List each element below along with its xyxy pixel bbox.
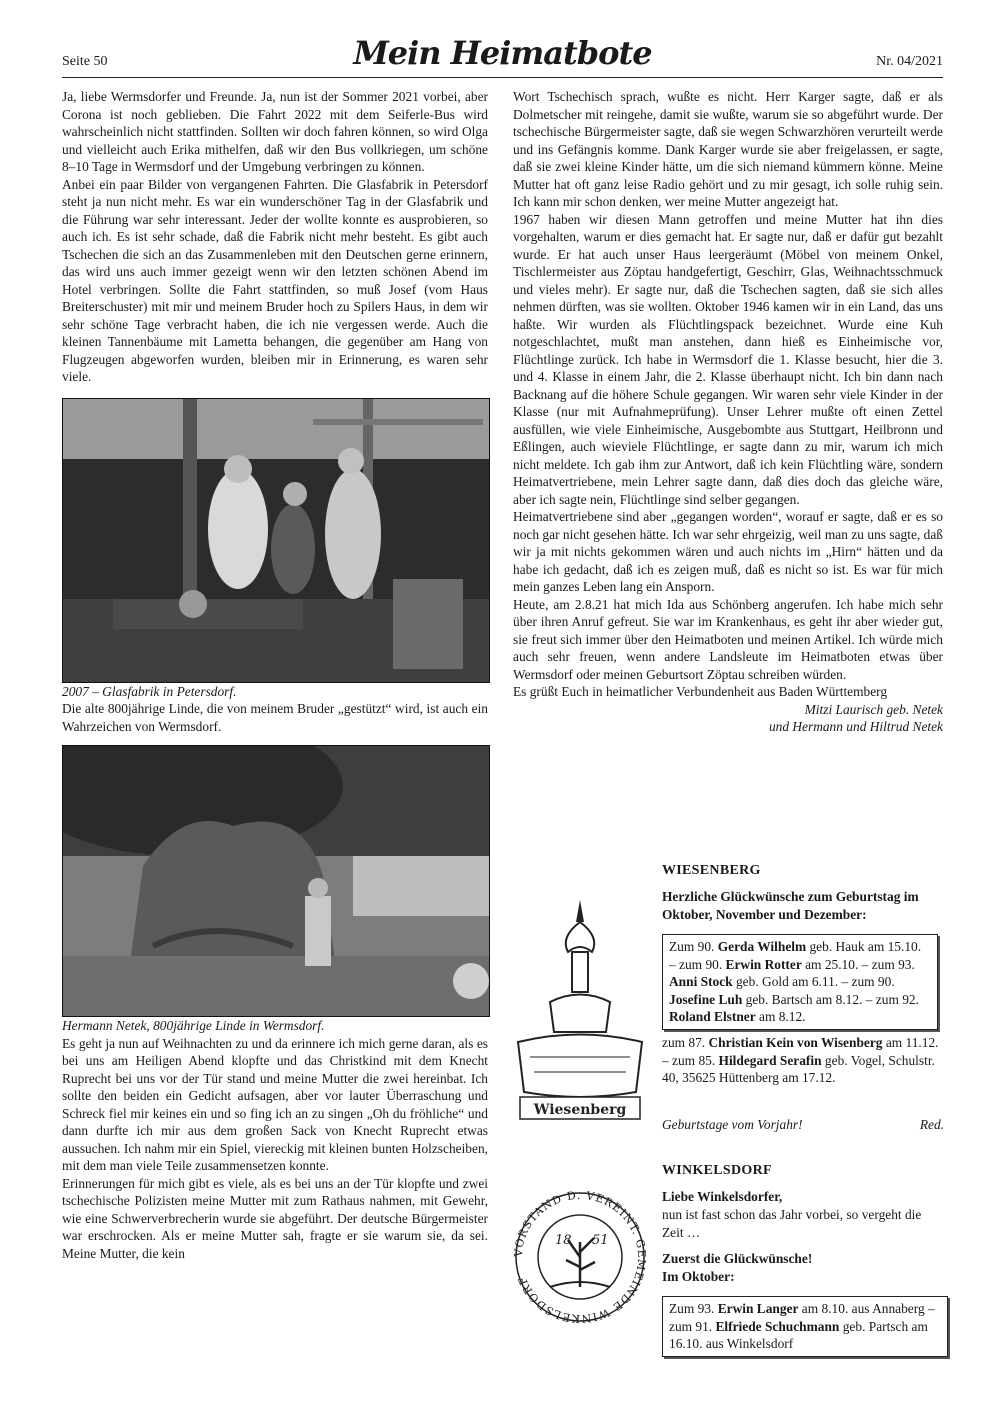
section-subheading: Zuerst die Glückwünsche! <box>662 1251 813 1266</box>
paragraph: Anbei ein paar Bilder von vergangenen Fahrten. Die Glasfabrik in Petersdorf steht ja nun nicht mehr. Es war ein wunderschöner Tag in der Glasfabrik und die Führung war sehr interessant. Jeder der wollte konnte es ausprobieren, so auch ich. Es ist sehr schade, daß die Fabrik nicht mehr besteht. Es gibt auch Tschechen die sich an das Zusammenleben mit den Deutschen gerne erinnern, das wird uns auch immer gezeigt wenn wir den letzten schönen Abend im Hotel verbringen. Sollte die Fahrt stattfinden, so muß Josef (vom Haus Breiterschuster) mit mir und meinem Bruder hoch zu Spilers Haus, in dem wir sehr schöne Tage verbracht haben, die ich nie vergessen werde. Auch die kleinen Tannenbäume mit Lametta behangen, die gegenüber am Hang von Flugzeugen abgeworfen wurden, bleiben mir in Erinnerung, es waren sehr viele. <box>62 176 488 384</box>
birthday-text: geb. Gold am 6.11. – zum 90. <box>732 974 895 989</box>
section-intro: nun ist fast schon das Jahr vorbei, so vergeht die Zeit … <box>662 1207 922 1240</box>
masthead-title: Mein Heimatbote <box>353 34 652 72</box>
person-name: Roland Elstner <box>669 1009 756 1024</box>
section-subheading: Im Oktober: <box>662 1269 735 1284</box>
paragraph: Ja, liebe Wermsdorfer und Freunde. Ja, nun ist der Sommer 2021 vorbei, aber Corona ist noch geblieben. Die Fahrt 2022 mit dem Seiferle-Bus wird wahrscheinlich nicht stattfinden. Sollten wir doch fahren können, so wird Olga und vielleicht auch Erika mithelfen, daß wir den Bus vollkriegen, um schöne 8–10 Tage in Wermsdorf und der Umgebung verbringen zu können. <box>62 89 488 174</box>
paragraph: Die alte 800jährige Linde, die von meinem Bruder „gestützt“ wird, ist auch ein Wahrzeichen von Wermsdorf. <box>62 701 488 734</box>
closing-greeting: Es grüßt Euch in heimatlicher Verbundenheit aus Baden Württemberg <box>513 684 888 699</box>
birthday-text: am 25.10. – zum 93. <box>801 956 915 972</box>
photo-caption: Hermann Netek, 800jährige Linde in Wermsdorf. <box>62 1018 325 1033</box>
left-column <box>62 88 488 1262</box>
note-signature: Red. <box>919 1117 944 1132</box>
photo-linde <box>62 745 490 1017</box>
section-note <box>662 1116 944 1134</box>
section-subtitle: Herzliche Glückwünsche zum Geburtstag im Oktober, November und Dezember: <box>662 889 919 922</box>
person-name: Erwin Langer <box>717 1301 799 1316</box>
linden-tree-image <box>63 746 489 1016</box>
signature-line: und Hermann und Hiltrud Netek <box>768 719 943 734</box>
header-rule <box>62 77 943 78</box>
winkelsdorf-seal <box>510 1182 650 1332</box>
birthday-text: zum 87. <box>662 1035 709 1050</box>
seal-year-right: 51 <box>592 1233 609 1248</box>
paragraph: Heute, am 2.8.21 hat mich Ida aus Schönberg angerufen. Ich habe mich sehr über ihren Anruf gefreut. Sie war im Krankenhaus, es geht ihr aber wieder gut, sie freut sich immer über den Heimatboten und meinen Artikel. Ich würde mich auch sehr freuen, wenn andere Landsleute im Heimatboten etwas über Wermsdorf oder meinen Geburtsort Zöptau schreiben würden. <box>513 596 943 682</box>
birthday-text: Zum 93. <box>669 1301 718 1316</box>
birthday-text: am 11.12. – zum 85. <box>662 1035 939 1068</box>
birthday-text: geb. Partsch am 16.10. aus Winkelsdorf <box>669 1318 928 1351</box>
birthday-box <box>662 934 938 1030</box>
section-title: WIESENBERG <box>662 863 761 878</box>
birthday-text: geb. Hauk am 15.10. – zum 90. <box>669 939 922 972</box>
seal-year-left: 18 <box>555 1233 572 1248</box>
person-name: Erwin Rotter <box>725 956 802 972</box>
signature-line: Mitzi Laurisch geb. Netek <box>804 701 943 717</box>
birthday-text: geb. Bartsch am 8.12. – zum 92. <box>742 991 919 1007</box>
birthday-text: am 8.12. <box>755 1009 806 1024</box>
page-number: Seite 50 <box>62 54 108 69</box>
person-name: Elfriede Schuchmann <box>715 1318 840 1334</box>
section-winkelsdorf <box>510 1162 943 1362</box>
section-wiesenberg <box>510 862 943 1137</box>
paragraph: Wort Tschechisch sprach, wußte es nicht. Herr Karger sagte, daß er als Dolmetscher mit reingehe, damit sie wußte, warum sie so abgeführt wurde. Der tschechische Bürgermeister sagte, daß sie wegen Schwarzhören verurteilt werde und ins Gefängnis komme. Dank Karger wurde sie aber freigelassen, er sagte, daß sie zwei kleine Kinder hätte, um die sich niemand kümmern könne. Meine Mutter hat oft ganz leise Radio gehört und zu mir gesagt, ich solle ruhig sein. Ich kann mir schon denken, wer meine Mutter angezeigt hat. <box>513 89 943 209</box>
photo-glasfabrik <box>62 398 490 683</box>
right-column <box>513 88 943 736</box>
birthday-text: Zum 90. <box>669 939 718 954</box>
birthday-box <box>662 1296 948 1357</box>
person-name: Gerda Wilhelm <box>717 939 807 954</box>
person-name: Anni Stock <box>669 974 733 989</box>
page-header <box>62 34 943 78</box>
paragraph: 1967 haben wir diesen Mann getroffen und meine Mutter hat ihn dies vorgehalten, warum er dies gemacht hat. Er sagte nur, daß er dafür gut bezahlt wurde. Er hat auch unser Haus leergeräumt (Möbel von meinem Onkel, Tischlermeister aus Zöptau handgefertigt, Geschirr, Glas, Weihnachtsschmuck und vieles mehr). Er sagte nur, daß die Tschechen sagten, daß sie sich alles nehmen dürften, was sie wollten. Oktober 1946 kamen wir in ein Land, das uns haßte. Wir wurden als Flüchtlingspack bezeichnet. Wurde eine Kuh notgeschlachtet, mußt man anstehen, dann hieß es Einheimische vor, Flüchtlinge zurück. Ich habe in Wermsdorf die 1. Klasse besucht, hier die 3. und 4. Klasse in einem Jahr, die 2. Klasse überhaupt nicht. Ich bin dann nach Backnang auf die höhere Schule gegangen. Wir waren sehr viele Kinder in der Klasse (nur mit Aufnahmeprüfung). Unser Lehrer mußte oft einen Zettel ausfüllen, wie viele Einheimische, Ausgebombte aus Stuttgart, Heilbronn und Eßlingen, auch wieviele Flüchtlinge, er sagte dann zu mir, warum ich mich nicht meldete. Ich gab ihm zur Antwort, daß ich kein Flüchtling wäre, sondern Heimatvertriebene, mein Lehrer sagte dann, daß dies doch das gleiche wäre, aber ich sagte nein, Flüchtlinge sind selber gegangen. <box>513 211 943 507</box>
person-name: Hildegard Serafin <box>718 1052 822 1068</box>
seal-icon <box>510 1182 650 1332</box>
birthday-list <box>662 1034 944 1087</box>
birthday-text: am 8.10. aus Annaberg – zum 91. <box>669 1301 935 1334</box>
paragraph: Erinnerungen für mich gibt es viele, als es bei uns an der Tür klopfte und zwei tschechische Polizisten meine Mutter mit zum Rathaus nahmen, mit Gewehr, wie eine Schwerverbrecherin wurde sie abgeführt. Der deutsche Bürgermeister war erschrocken. Als er meine Mutter sah, fragte er sie warum sie, da sei. Meine Mutter, die kein <box>62 1175 488 1261</box>
paragraph: Heimatvertriebene sind aber „gegangen worden“, worauf er sagte, daß er es so noch gar nicht gesehen hätte. Ich war sehr ehrgeizig, weil man zu uns sagte, daß wir ja mit nichts gekommen wären und auch nichts im „Hirn“ hätten und da habe ich gedacht, daß ich es zeigen muß, daß es nicht so ist. Es war für mich mein ganzes Leben lang ein Ansporn. <box>513 509 943 594</box>
person-name: Josefine Luh <box>669 991 743 1007</box>
person-name: Christian Kein von Wisenberg <box>708 1035 883 1050</box>
wiesenberg-emblem <box>510 892 650 1132</box>
note-text: Geburtstage vom Vorjahr! <box>662 1117 803 1132</box>
fountain-emblem-icon <box>510 892 650 1132</box>
seal-text: VORSTAND D. VEREINT. GEMEINDE WINKELSDORF <box>511 1188 649 1326</box>
glass-factory-image <box>63 399 489 682</box>
emblem-label: Wiesenberg <box>533 1102 627 1118</box>
birthday-text: geb. Vogel, Schulstr. 40, 35625 Hüttenberg am 17.12. <box>662 1052 935 1085</box>
photo-caption: 2007 – Glasfabrik in Petersdorf. <box>62 683 237 699</box>
section-greeting: Liebe Winkelsdorfer, <box>662 1189 783 1204</box>
issue-number: Nr. 04/2021 <box>876 54 943 69</box>
section-title: WINKELSDORF <box>662 1163 772 1178</box>
paragraph: Es geht ja nun auf Weihnachten zu und da erinnere ich mich gerne daran, als es bei uns am Heiligen Abend klopfte und das Christkind mit dem Knecht Ruprecht bei uns vor der Tür stand und meine Mutter die zwei hereinbat. Ich sollte den beiden ein Gedicht aufsagen, aber vor lauter Überraschung und Schreck fiel mir keines ein und so fing ich an zu singen „Oh du fröhliche“ und dann durfte ich mir aus dem großen Sack von Knecht Ruprecht etwas aussuchen. Ich nahm mir ein Spiel, viereckig mit kleinen bunten Holzscheiben, mit dem man viele Teile zusammensetzen konnte. <box>62 1035 488 1173</box>
